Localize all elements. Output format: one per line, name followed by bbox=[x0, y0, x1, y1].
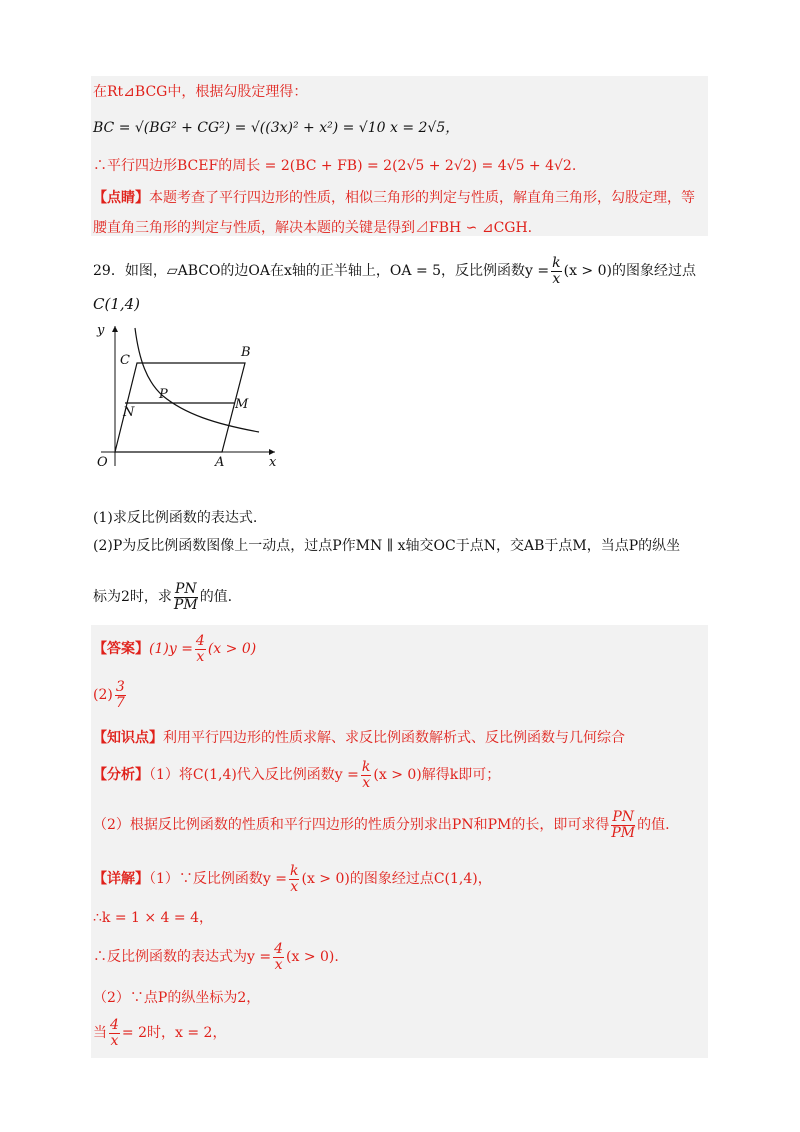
fraction-3-over-7: $\frac{3}{7}$ bbox=[115, 678, 125, 711]
comment-line-2: 腰直角三角形的判定与性质，解决本题的关键是得到⊿FBH ∽ ⊿CGH. bbox=[93, 220, 533, 236]
detail-line-1: 【详解】（1）∵反比例函数y = $\frac{k}{x}$ (x > 0)的图象经过点C(1,4)， bbox=[93, 862, 492, 895]
fraction-k-over-x-2: $\frac{k}{x}$ bbox=[361, 758, 371, 791]
answer-tag: 【答案】 bbox=[93, 641, 149, 657]
knowledge-point-line: 【知识点】利用平行四边形的性质求解、求反比例函数解析式、反比例函数与几何综合 bbox=[93, 730, 625, 746]
label-x: x bbox=[269, 455, 277, 470]
label-c: C bbox=[120, 353, 130, 368]
solution-line-bc: BC = √(BG² + CG²) = √((3x)² + x²) = √10 x = 2√5， bbox=[93, 120, 460, 136]
label-a: A bbox=[215, 455, 225, 470]
comment-line-1: 【点睛】本题考查了平行四边形的性质，相似三角形的判定与性质，解直角三角形，勾股定理，等 bbox=[93, 190, 695, 206]
analysis-tag: 【分析】 bbox=[93, 767, 149, 783]
detail-line-4: （2）∵点P的纵坐标为2， bbox=[93, 990, 261, 1006]
problem-stem-point-c: C(1,4) bbox=[93, 295, 141, 313]
fraction-pn-over-pm-2: $\frac{PN}{PM}$ bbox=[611, 808, 636, 841]
detail-tag: 【详解】 bbox=[93, 871, 149, 887]
solution-line-rt: 在Rt⊿BCG中，根据勾股定理得： bbox=[93, 84, 308, 100]
analysis-line-1: 【分析】（1）将C(1,4)代入反比例函数y = $\frac{k}{x}$ (x > 0)解得k即可； bbox=[93, 758, 501, 791]
fraction-4-over-x-3: $\frac{4}{x}$ bbox=[110, 1016, 119, 1049]
label-o: O bbox=[97, 455, 108, 470]
detail-line-5: 当 $\frac{4}{x}$ = 2时，x = 2， bbox=[93, 1016, 227, 1049]
detail-line-2: ∴k = 1 × 4 = 4， bbox=[93, 910, 214, 926]
knowledge-tag: 【知识点】 bbox=[93, 730, 163, 746]
problem-stem: 29．如图，▱ABCO的边OA在x轴的正半轴上，OA = 5，反比例函数y = $\frac{k}{x}$ (x > 0)的图象经过点 bbox=[93, 254, 696, 287]
label-n: N bbox=[123, 405, 135, 420]
fraction-4-over-x: $\frac{4}{x}$ bbox=[195, 632, 205, 665]
fraction-k-over-x: $\frac{k}{x}$ bbox=[552, 254, 561, 287]
question-1: (1)求反比例函数的表达式. bbox=[93, 510, 258, 526]
label-m: M bbox=[235, 397, 249, 412]
comment-tag: 【点睛】 bbox=[93, 190, 149, 206]
fraction-pn-over-pm: $\frac{PN}{PM}$ bbox=[173, 580, 198, 613]
label-p: P bbox=[159, 387, 168, 402]
fraction-4-over-x-2: $\frac{4}{x}$ bbox=[274, 940, 284, 973]
analysis-line-2: （2）根据反比例函数的性质和平行四边形的性质分别求出PN和PM的长，即可求得 $\frac{PN}{PM}$ 的值. bbox=[93, 808, 670, 841]
answer-line: 【答案】(1)y = $\frac{4}{x}$ (x > 0) bbox=[93, 632, 257, 665]
question-2-cont: 标为2时，求 $\frac{PN}{PM}$ 的值. bbox=[93, 580, 233, 613]
label-y: y bbox=[97, 323, 105, 338]
answer-part-2: (2) $\frac{3}{7}$ bbox=[93, 678, 125, 711]
solution-line-perimeter: ∴平行四边形BCEF的周长 = 2(BC + FB) = 2(2√5 + 2√2) = 4√5 + 4√2. bbox=[93, 158, 577, 174]
detail-line-3: ∴反比例函数的表达式为y = $\frac{4}{x}$ (x > 0). bbox=[93, 940, 339, 973]
question-2: (2)P为反比例函数图像上一动点，过点P作MN ∥ x轴交OC于点N，交AB于点M，当点P的纵坐 bbox=[93, 538, 681, 554]
label-b: B bbox=[241, 345, 251, 360]
function-graph bbox=[93, 320, 293, 470]
fraction-k-over-x-3: $\frac{k}{x}$ bbox=[290, 862, 299, 895]
